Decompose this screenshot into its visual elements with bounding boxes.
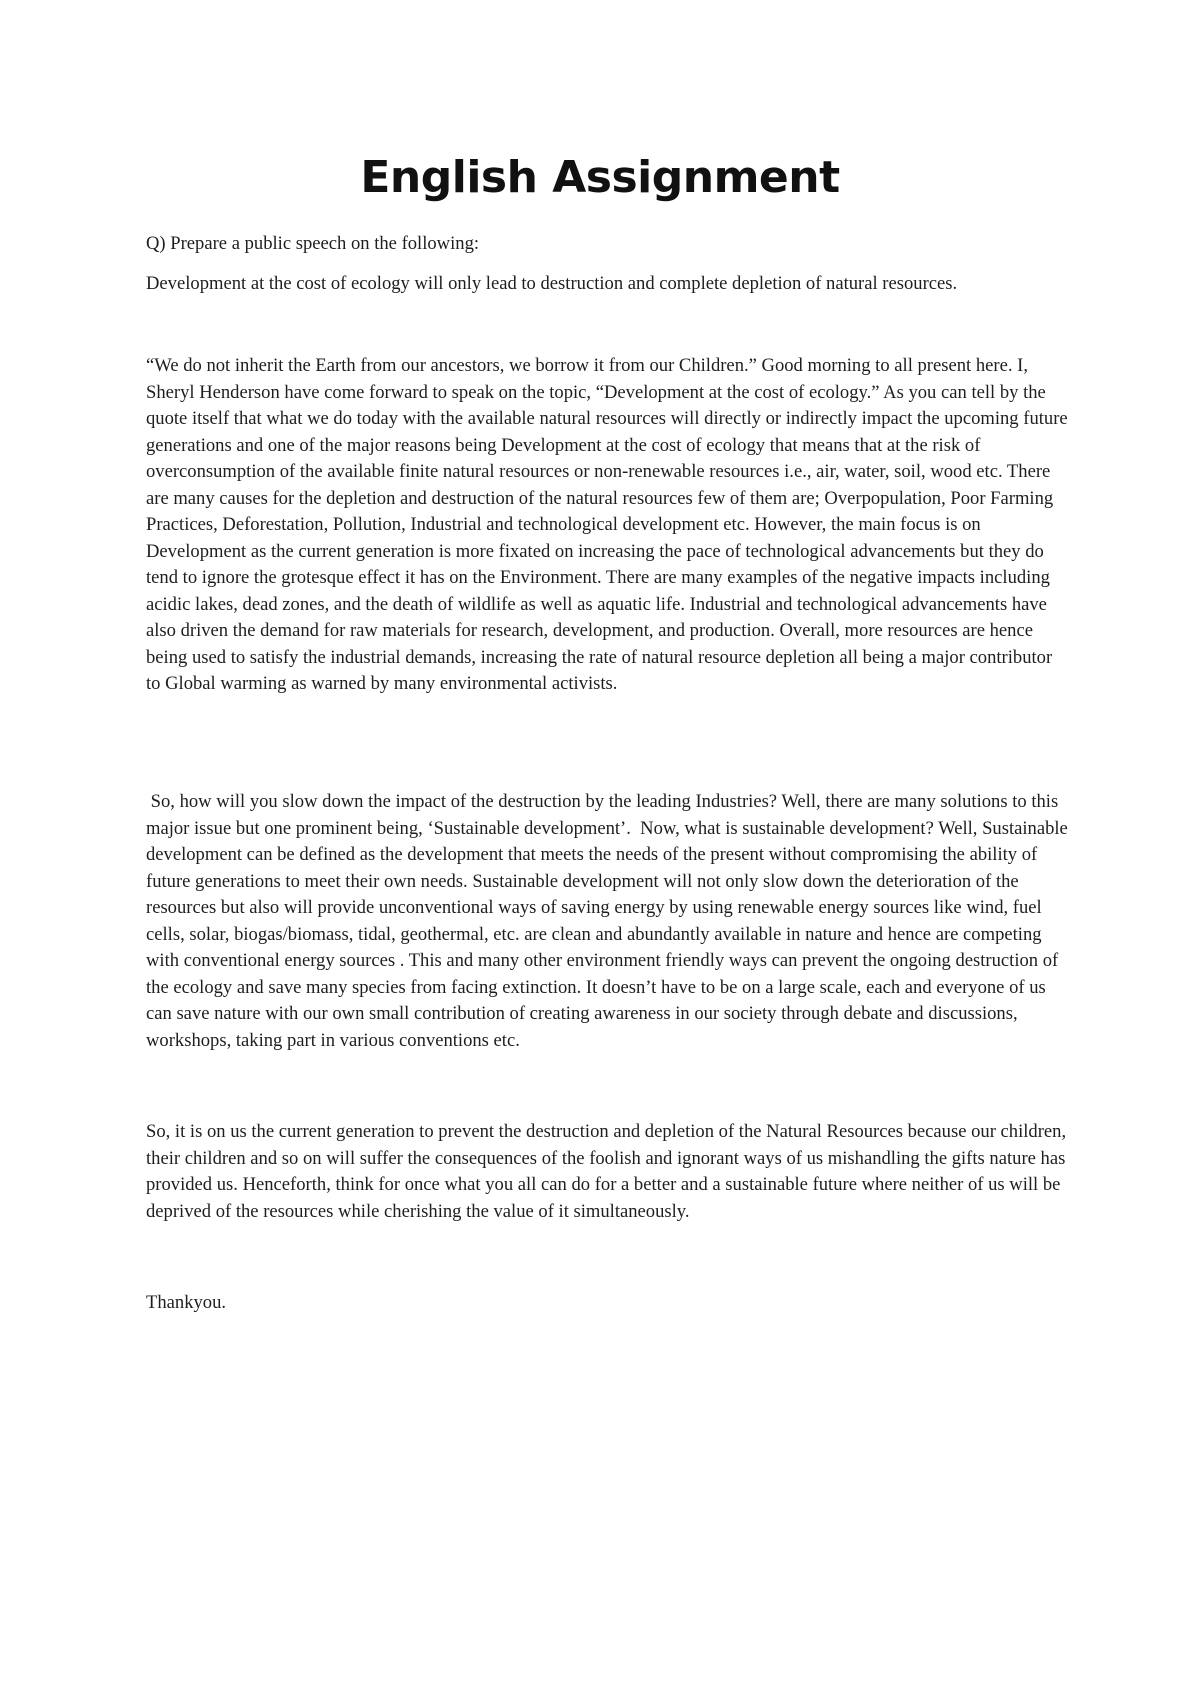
speech-paragraph-opening: “We do not inherit the Earth from our ancestors, we borrow it from our Children.” Good morning to all present here. I, Sheryl Henderson have come forward to speak on the topic, “Development at the cost of ecology.” As you can tell by the quote itself that what we do today with the available natural resources will directly or indirectly impact the upcoming future generations and one of the major reasons being Development at the cost of ecology that means that at the risk of overconsumption of the available finite natural resources or non-renewable resources i.e., air, water, soil, wood etc. There are many causes for the depletion and destruction of the natural resources few of them are; Overpopulation, Poor Farming Practices, Deforestation, Pollution, Industrial and technological development etc. However, the main focus is on Development as the current generation is more fixated on increasing the pace of technological advancements but they do tend to ignore the grotesque effect it has on the Environment. There are many examples of the negative impacts including acidic lakes, dead zones, and the death of wildlife as well as aquatic life. Industrial and technological advancements have also driven the demand for raw materials for research, development, and production. Overall, more resources are hence being used to satisfy the industrial demands, increasing the rate of natural resource depletion all being a major contributor to Global warming as warned by many environmental activists. xyxy=(146,355,1068,694)
speech-paragraph-solution: So, how will you slow down the impact of the destruction by the leading Industries? Well, there are many solutions to this major issue but one prominent being, ‘Sustainable development’. Now, what is sustainable development? Well, Sustainable development can be defined as the development that meets the needs of the present without compromising the ability of future generations to meet their own needs. Sustainable development will not only slow down the deterioration of the resources but also will provide unconventional ways of saving energy by using renewable energy sources like wind, fuel cells, solar, biogas/biomass, tidal, geothermal, etc. are clean and abundantly available in nature and hence are competing with conventional energy sources . This and many other environment friendly ways can prevent the ongoing destruction of the ecology and save many species from facing extinction. It doesn’t have to be on a large scale, each and everyone of us can save nature with our own small contribution of creating awareness in our society through debate and discussions, workshops, taking part in various conventions etc. xyxy=(146,791,1073,1051)
speech-topic: Development at the cost of ecology will only lead to destruction and complete depletion of natural resources. xyxy=(146,273,958,294)
speech-closing: Thankyou. xyxy=(146,1292,227,1313)
speech-paragraph-conclusion: So, it is on us the current generation to prevent the destruction and depletion of the Natural Resources because our children, their children and so on will suffer the consequences of the foolish and ignorant ways of us mishandling the gifts nature has provided us. Henceforth, think for once what you all can do for a better and a sustainable future where neither of us will be deprived of the resources while cherishing the value of it simultaneously. xyxy=(146,1121,1067,1222)
page-title: English Assignment xyxy=(360,152,840,203)
question-line: Q) Prepare a public speech on the following: xyxy=(146,233,480,254)
